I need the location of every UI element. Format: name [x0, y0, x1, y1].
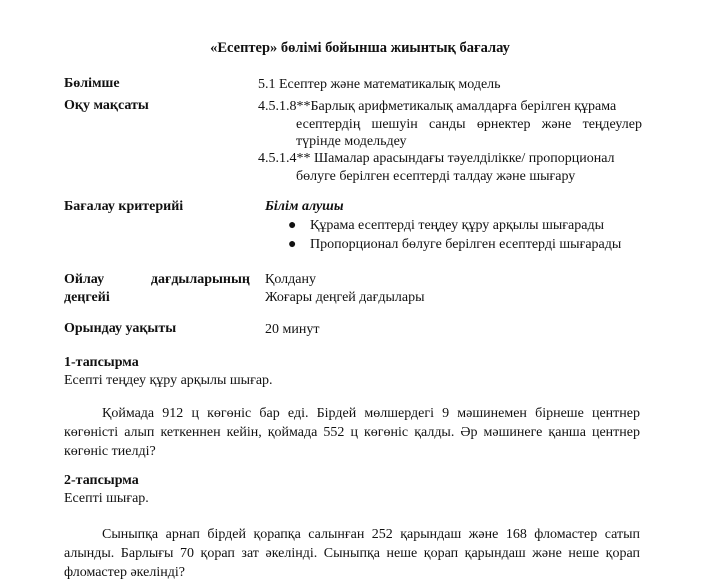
task2-text: Сыныпқа арнап бірдей қорапқа салынған 252 қарындаш және 168 фломастер сатып алынды. Барлығы 70 қорап зат әкелінді. Сыныпқа неше қорап қарындаш және неше қорап фломастер әкелінді? — [64, 527, 640, 580]
objective-first-line: 4.5.1.8**Барлық арифметикалық амалдарға берілген құрама — [258, 99, 617, 114]
thinking-value-skills: Жоғары деңгей дағдылары — [265, 290, 425, 305]
criteria-label: Бағалау критерийі — [64, 199, 184, 214]
objective-continuation: бөлуге берілген есептерді талдау және шығару — [296, 168, 576, 184]
document-title: «Есептер» бөлімі бойынша жиынтық бағалау — [210, 40, 510, 56]
thinking-label-word2: дағдыларының — [150, 272, 250, 287]
time-value: 20 минут — [265, 322, 320, 337]
criteria-item-text: Құрама есептерді теңдеу құру арқылы шығарады — [310, 218, 604, 233]
criteria-list — [270, 216, 621, 254]
task1-instruction: Есепті теңдеу құру арқылы шығар. — [64, 373, 273, 388]
thinking-label-word3: деңгейі — [64, 290, 110, 305]
section-value: 5.1 Есептер және математикалық модель — [258, 77, 501, 92]
objective-continuation: есептердің шешуін санды өрнектер және теңдеулер түрінде модельдеу — [296, 116, 642, 149]
criteria-item — [270, 235, 621, 254]
task1-title: 1-тапсырма — [64, 355, 139, 370]
objective-first-line: 4.5.1.4** Шамалар арасындағы тәуелділікке/ пропорционал — [258, 151, 615, 166]
thinking-value-level: Қолдану — [265, 272, 316, 287]
objective-item — [258, 98, 642, 151]
thinking-label — [64, 271, 250, 307]
thinking-label-word1: Ойлау — [64, 272, 105, 287]
section-label: Бөлімше — [64, 76, 120, 91]
task2-title: 2-тапсырма — [64, 473, 139, 488]
objective-item — [258, 150, 642, 185]
task2-instruction: Есепті шығар. — [64, 491, 149, 506]
bullet-icon: ● — [288, 218, 297, 233]
objectives-label: Оқу мақсаты — [64, 98, 149, 113]
thinking-values — [265, 271, 425, 307]
criteria-item — [270, 216, 621, 235]
task1-text: Қоймада 912 ц көгөніс бар еді. Бірдей мөлшердегі 9 мәшинемен бірнеше центнер көгөністі алып кеткеннен кейін, қоймада 552 ц көгөніс қалды. Әр мәшинеге қанша центнер көгөніс тиелді? — [64, 406, 640, 459]
criteria-item-text: Пропорционал бөлуге берілген есептерді шығарады — [310, 237, 622, 252]
bullet-icon: ● — [288, 237, 297, 252]
time-label: Орындау уақыты — [64, 321, 177, 336]
criteria-heading: Білім алушы — [265, 199, 344, 214]
